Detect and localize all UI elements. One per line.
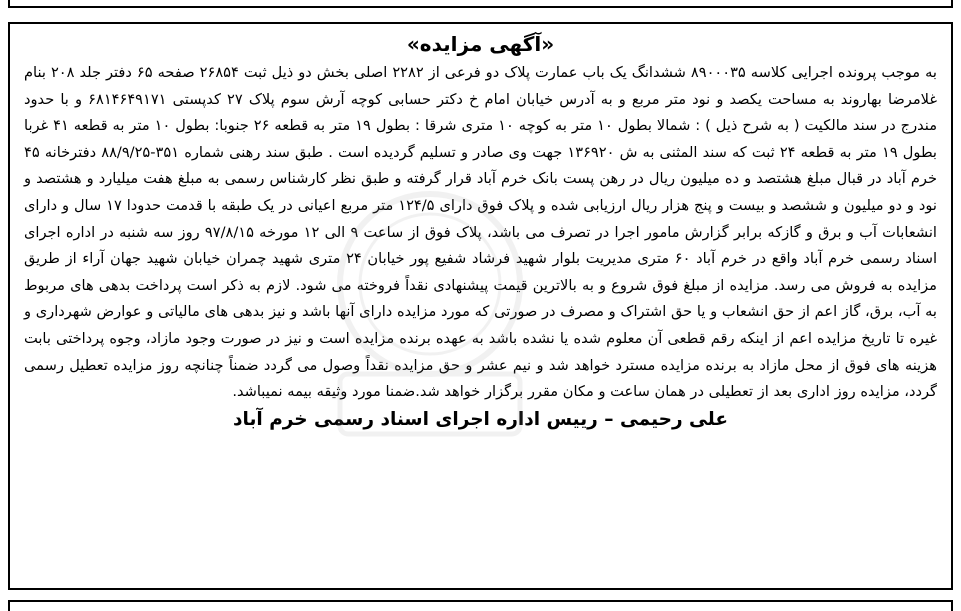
bottom-divider-right-tick: [951, 600, 953, 611]
notice-signature: علی رحیمی – رییس اداره اجرای اسناد رسمی خرم آباد: [233, 408, 728, 430]
top-divider-right-tick: [951, 0, 953, 8]
notice-title: «آگهی مزایده»: [406, 32, 555, 56]
top-divider-left-tick: [8, 0, 10, 8]
bottom-divider-left-tick: [8, 600, 10, 611]
notice-frame: [8, 22, 953, 590]
bottom-divider-line: [8, 600, 953, 602]
notice-body: به موجب پرونده اجرایی کلاسه ۸۹۰۰۰۳۵ ششدانگ یک باب عمارت پلاک دو فرعی از ۲۲۸۲ اصلی بخش دو ذیل ثبت ۲۶۸۵۴ صفحه ۶۵ دفتر جلد ۲۰۸ بنام غلامرضا بهاروند به مساحت یکصد و نود متر مربع و به آدرس خیابان امام خ دکتر حسابی کوچه آرش سوم پلاک ۲۷ کدپستی ۶۸۱۴۶۴۹۱۷۱ و با حدود مندرج در سند مالکیت ( به شرح ذیل ) : شمالا بطول ۱۰ متر به کوچه ۱۰ متری شرقا : بطول ۱۹ متر به قطعه ۲۶ جنوبا: بطول ۱۰ متر به قطعه ۴۱ غربا بطول ۱۹ متر به قطعه ۲۴ ثبت که سند المثنی به ش ۱۳۶۹۲۰ جهت وی صادر و تسلیم گردیده است . طبق سند رهنی شماره ۳۵۱-۸۸/۹/۲۵ دفترخانه ۴۵ خرم آباد در قبال مبلغ هشتصد و ده میلیون ریال در رهن پست بانک خرم آباد قرار گرفته و طبق نظر کارشناس رسمی به مبلغ هفت میلیارد و هشتصد و نود و دو میلیون و ششصد و بیست و پنج هزار ریال ارزیابی شده و پلاک فوق دارای ۱۲۴/۵ متر مربع اعیانی در یک طبقه با قدمت حدودا ۱۷ سال و دارای انشعابات آب و برق و گازکه برابر گزارش مامور اجرا در تصرف می باشد، پلاک فوق از ساعت ۹ الی ۱۲ مورخه ۹۷/۸/۱۵ روز سه شنبه در اداره اجرای اسناد رسمی خرم آباد واقع در خرم آباد ۶۰ متری مدیریت بلوار شهید فرشاد شفیع پور خیابان ۲۴ متری شهید چمران خیابان شهید جهان آراء از طریق مزایده به فروش می رسد. مزایده از مبلغ فوق شروع و به بالاترین قیمت پیشنهادی نقداً فروخته می شود. لازم به ذکر است پرداخت بدهی های مربوط به آب، برق، گاز اعم از حق انشعاب و یا حق اشتراک و مصرف در صورتی که مورد مزایده دارای آنها باشد و نیز بدهی های مالیاتی و عوارض شهرداری و غیره تا تاریخ مزایده اعم از اینکه رقم قطعی آن معلوم شده یا نشده باشد به عهده برنده مزایده است و نیز در صورت وجود مازاد، وجوه پرداختی بابت هزینه های فوق از محل مازاد به برنده مزایده مسترد خواهد شد و نیم عشر و حق مزایده نقداً وصول می گردد ضمناً چنانچه روز مزایده تعطیل رسمی گردد، مزایده روز اداری بعد از تعطیلی در همان ساعت و مکان مقرر برگزار خواهد شد.ضمنا مورد وثیقه بیمه نمیباشد.: [24, 64, 938, 401]
top-divider-line: [8, 6, 953, 8]
